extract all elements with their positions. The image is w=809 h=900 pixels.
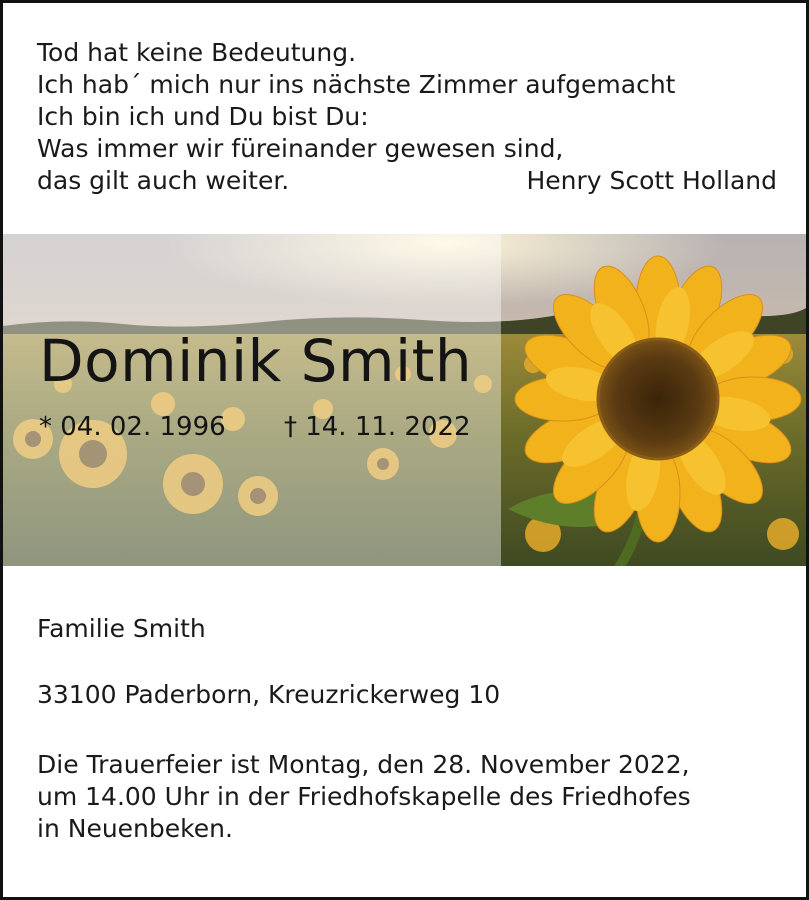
family-address: 33100 Paderborn, Kreuzrickerweg 10 bbox=[37, 680, 501, 709]
service-line: Die Trauerfeier ist Montag, den 28. November 2022, bbox=[37, 750, 690, 779]
poem-author: Henry Scott Holland bbox=[526, 166, 777, 195]
life-dates bbox=[39, 410, 471, 444]
death-date: † 14. 11. 2022 bbox=[283, 412, 471, 442]
service-line: in Neuenbeken. bbox=[37, 814, 233, 843]
poem-line: Ich bin ich und Du bist Du: bbox=[37, 102, 369, 131]
poem-line: Was immer wir füreinander gewesen sind, bbox=[37, 134, 564, 163]
poem-line: Tod hat keine Bedeutung. bbox=[37, 38, 357, 67]
sunflower-banner bbox=[3, 234, 806, 566]
poem-line: das gilt auch weiter. bbox=[37, 166, 290, 195]
poem-block bbox=[37, 37, 777, 197]
funeral-service-details bbox=[37, 749, 797, 845]
service-line: um 14.00 Uhr in der Friedhofskapelle des Friedhofes bbox=[37, 782, 691, 811]
deceased-name: Dominik Smith bbox=[39, 327, 473, 395]
birth-date: * 04. 02. 1996 bbox=[39, 412, 226, 442]
service-info bbox=[37, 613, 797, 845]
family-name: Familie Smith bbox=[37, 614, 206, 643]
poem-last-row bbox=[37, 165, 777, 197]
poem-line: Ich hab´ mich nur ins nächste Zimmer aufgemacht bbox=[37, 70, 676, 99]
name-overlay-panel bbox=[3, 234, 501, 566]
